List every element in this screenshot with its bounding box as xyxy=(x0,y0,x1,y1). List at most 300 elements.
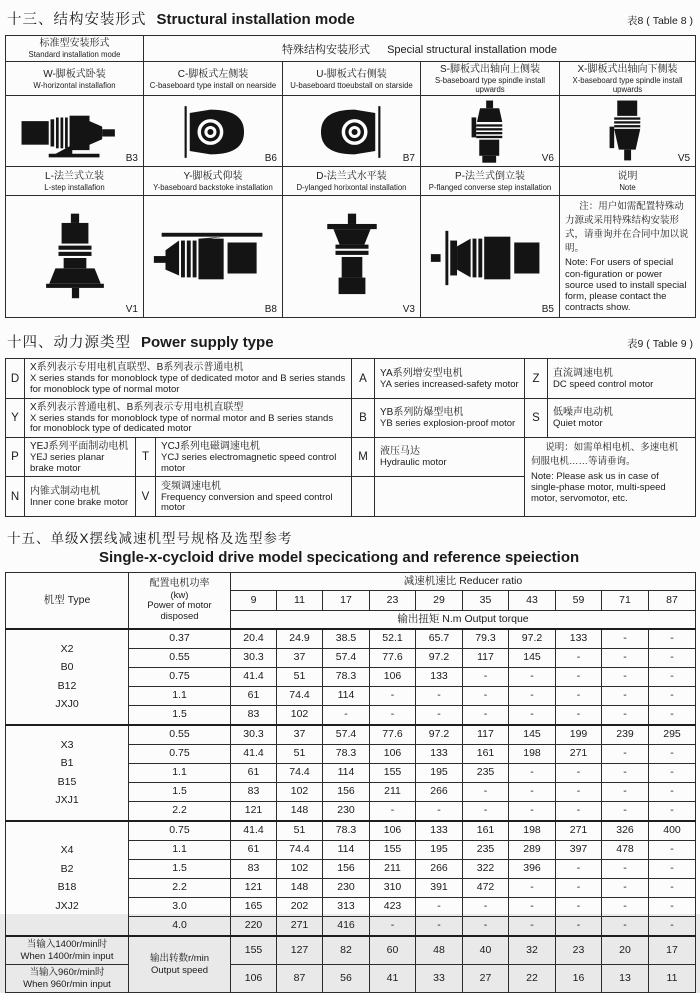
speed-cell: 106 xyxy=(231,965,277,993)
input-speed-label: 当输入960r/min时 When 960r/min input xyxy=(6,965,129,993)
reducer-ratio-header: 减速机速比 Reducer ratio xyxy=(231,573,696,591)
torque-cell: 97.2 xyxy=(509,629,556,649)
torque-cell: 161 xyxy=(463,821,509,841)
torque-cell: 83 xyxy=(231,783,277,802)
torque-cell: 57.4 xyxy=(323,725,370,745)
power-kw-cell: 1.5 xyxy=(129,706,231,726)
torque-cell: 266 xyxy=(416,860,463,879)
torque-cell: 156 xyxy=(323,860,370,879)
power-kw-cell: 0.75 xyxy=(129,668,231,687)
torque-cell: - xyxy=(556,764,602,783)
torque-cell: - xyxy=(463,898,509,917)
mode-c-header: C-脚板式左侧装 C-baseboard type install on nearside xyxy=(144,62,283,96)
torque-cell: 102 xyxy=(277,706,323,726)
diagram-cell-b6 xyxy=(144,96,283,167)
torque-cell: 106 xyxy=(370,745,416,764)
torque-cell: - xyxy=(649,917,696,937)
power-kw-cell: 2.2 xyxy=(129,879,231,898)
type-header: 机型 Type xyxy=(6,573,129,630)
install-diagram-v3-icon xyxy=(319,213,385,303)
mode-p-header: P-法兰式倒立装 P-flanged converse step installation xyxy=(421,167,560,196)
desc-v: 变频调速电机 Frequency conversion and speed control motor xyxy=(156,477,352,517)
torque-cell: - xyxy=(649,802,696,822)
torque-cell: 102 xyxy=(277,860,323,879)
table9-note xyxy=(525,437,696,516)
torque-cell: 156 xyxy=(323,783,370,802)
torque-cell: 41.4 xyxy=(231,668,277,687)
speed-cell: 56 xyxy=(323,965,370,993)
diagram-code: V6 xyxy=(541,153,554,165)
ratio-col: 11 xyxy=(277,591,323,611)
diagram-code: B8 xyxy=(264,304,277,316)
torque-cell: 121 xyxy=(231,879,277,898)
power-kw-cell: 2.2 xyxy=(129,802,231,822)
empty-cell xyxy=(352,477,375,517)
torque-cell: 41.4 xyxy=(231,745,277,764)
torque-cell: - xyxy=(463,802,509,822)
torque-cell: 396 xyxy=(509,860,556,879)
model-group-label: X2 B0 B12 JXJ0 xyxy=(6,629,129,725)
mode-x-header: X-脚板式出轴向下侧装 X-baseboard type spindle install upwards xyxy=(560,62,696,96)
torque-cell: - xyxy=(602,783,649,802)
torque-cell: 271 xyxy=(556,745,602,764)
torque-cell: 78.3 xyxy=(323,745,370,764)
diagram-cell-b3 xyxy=(6,96,144,167)
table9-note-zh: 说明：如需单相电机、多速电机 伺服电机……等请垂询。 xyxy=(531,441,679,468)
torque-cell: 57.4 xyxy=(323,649,370,668)
spec-row xyxy=(6,725,696,745)
torque-cell: - xyxy=(602,764,649,783)
section13-title-zh: 结构安装形式 xyxy=(53,12,147,28)
torque-cell: - xyxy=(370,706,416,726)
spec-table-body xyxy=(6,629,696,936)
output-speed-label: 输出转数r/min Output speed xyxy=(129,936,231,993)
desc-n: 内锥式制动电机 Inner cone brake motor xyxy=(25,477,136,517)
output-torque-header: 输出扭矩 N.m Output torque xyxy=(231,611,696,630)
code-b: B xyxy=(352,398,375,437)
desc-s: 低噪声电动机 Quiet motor xyxy=(548,398,696,437)
desc-b: YB系列防爆型电机 YB series explosion-proof motor xyxy=(375,398,525,437)
diagram-code: V1 xyxy=(125,304,138,316)
ratio-col: 9 xyxy=(231,591,277,611)
torque-cell: - xyxy=(556,860,602,879)
torque-cell: 211 xyxy=(370,783,416,802)
diagram-cell-v1 xyxy=(6,196,144,318)
torque-cell: - xyxy=(370,802,416,822)
torque-cell: - xyxy=(649,879,696,898)
torque-cell: 478 xyxy=(602,841,649,860)
code-t: T xyxy=(136,437,156,476)
torque-cell: - xyxy=(370,917,416,937)
power-kw-cell: 1.5 xyxy=(129,783,231,802)
torque-cell: - xyxy=(602,898,649,917)
speed-cell: 87 xyxy=(277,965,323,993)
speed-cell: 127 xyxy=(277,936,323,965)
torque-cell: - xyxy=(602,649,649,668)
torque-cell: 230 xyxy=(323,879,370,898)
table8-note xyxy=(560,196,696,318)
section14-title xyxy=(7,331,695,352)
torque-cell: - xyxy=(556,802,602,822)
torque-cell: 220 xyxy=(231,917,277,937)
section13-title-en: Structural installation mode xyxy=(156,11,355,28)
desc-p: YEJ系列平面制动电机 YEJ series planar brake motor xyxy=(25,437,136,476)
desc-z: 直流调速电机 DC speed control motor xyxy=(548,359,696,398)
torque-cell: 133 xyxy=(416,821,463,841)
install-diagram-b3-icon xyxy=(15,103,135,161)
torque-cell: 30.3 xyxy=(231,649,277,668)
torque-cell: - xyxy=(463,783,509,802)
mode-d-header: D-法兰式水平装 D-ylanged horixontal installation xyxy=(283,167,421,196)
speed-cell: 60 xyxy=(370,936,416,965)
section15-title xyxy=(7,527,695,566)
torque-cell: - xyxy=(463,917,509,937)
torque-cell: - xyxy=(649,649,696,668)
power-kw-cell: 1.1 xyxy=(129,687,231,706)
ratio-col: 23 xyxy=(370,591,416,611)
torque-cell: 230 xyxy=(323,802,370,822)
torque-cell: - xyxy=(649,687,696,706)
torque-cell: 79.3 xyxy=(463,629,509,649)
torque-cell: 77.6 xyxy=(370,649,416,668)
torque-cell: 20.4 xyxy=(231,629,277,649)
mode-u-header: U-脚板式右侧装 U-baseboard ttoeubstall on starside xyxy=(283,62,421,96)
torque-cell: - xyxy=(602,668,649,687)
torque-cell: 195 xyxy=(416,764,463,783)
diagram-cell-b5 xyxy=(421,196,560,318)
power-kw-cell: 0.55 xyxy=(129,725,231,745)
torque-cell: - xyxy=(416,917,463,937)
torque-cell: - xyxy=(509,706,556,726)
diagram-cell-v5 xyxy=(560,96,696,167)
torque-cell: 97.2 xyxy=(416,649,463,668)
torque-cell: 61 xyxy=(231,687,277,706)
code-v: V xyxy=(136,477,156,517)
torque-cell: - xyxy=(649,668,696,687)
table8-ref: 表8 ( Table 8 ) xyxy=(627,15,693,27)
torque-cell: - xyxy=(556,668,602,687)
torque-cell: 83 xyxy=(231,860,277,879)
standard-mode-zh: 标准型安装形式 xyxy=(39,38,110,50)
torque-cell: - xyxy=(649,745,696,764)
torque-cell: 145 xyxy=(509,725,556,745)
install-diagram-b8-icon xyxy=(150,219,276,297)
ratio-col: 71 xyxy=(602,591,649,611)
torque-cell: 114 xyxy=(323,841,370,860)
torque-cell: 310 xyxy=(370,879,416,898)
torque-cell: - xyxy=(649,783,696,802)
power-kw-cell: 4.0 xyxy=(129,917,231,937)
torque-cell: - xyxy=(602,629,649,649)
torque-cell: - xyxy=(649,841,696,860)
desc-y: X系列表示普通电机、B系列表示专用电机直联型 X series stands for monoblock type of normal motor and B series stands for monoblock type of dedicated motor xyxy=(25,398,352,437)
torque-cell: - xyxy=(416,706,463,726)
torque-cell: 37 xyxy=(277,725,323,745)
section14-title-en: Power supply type xyxy=(141,334,274,352)
install-diagram-v6-icon xyxy=(465,99,515,165)
code-a: A xyxy=(352,359,375,398)
input-speed-label: 当输入1400r/min时 When 1400r/min input xyxy=(6,936,129,965)
speed-cell: 155 xyxy=(231,936,277,965)
spec-row xyxy=(6,821,696,841)
installation-mode-table xyxy=(5,35,696,318)
table8-note-zh: 注：用户如需配置特殊动力源或采用特殊结构安装形式，请垂询并在合同中加以说明。 xyxy=(565,201,689,254)
note-header: 说明 Note xyxy=(560,167,696,196)
section15-title-zh: 单级X摆线减速机型号规格及选型参考 xyxy=(50,531,293,547)
install-diagram-b6-icon xyxy=(157,102,269,162)
torque-cell: 161 xyxy=(463,745,509,764)
power-kw-cell: 3.0 xyxy=(129,898,231,917)
speed-cell: 13 xyxy=(602,965,649,993)
desc-d: X系列表示专用电机直联型、B系列表示普通电机 X series stands for monoblock type of dedicated motor and B series stands for monoblock type of normal motor xyxy=(25,359,352,398)
code-m: M xyxy=(352,437,375,476)
torque-cell: 416 xyxy=(323,917,370,937)
torque-cell: - xyxy=(509,783,556,802)
torque-cell: 295 xyxy=(649,725,696,745)
diagram-code: V5 xyxy=(677,153,691,165)
torque-cell: - xyxy=(602,802,649,822)
torque-cell: - xyxy=(602,917,649,937)
torque-cell: 202 xyxy=(277,898,323,917)
torque-cell: 271 xyxy=(277,917,323,937)
torque-cell: - xyxy=(556,649,602,668)
torque-cell: - xyxy=(416,898,463,917)
ratio-col: 59 xyxy=(556,591,602,611)
power-kw-cell: 0.37 xyxy=(129,629,231,649)
torque-cell: 423 xyxy=(370,898,416,917)
special-mode-header xyxy=(144,36,696,62)
diagram-cell-v6 xyxy=(421,96,560,167)
ratio-col: 87 xyxy=(649,591,696,611)
torque-cell: - xyxy=(323,706,370,726)
mode-s-header: S-脚板式出轴向上侧装 S-baseboard type spindle install upwards xyxy=(421,62,560,96)
diagram-code: B3 xyxy=(125,153,138,165)
torque-cell: 148 xyxy=(277,802,323,822)
torque-cell: - xyxy=(602,687,649,706)
power-kw-cell: 0.75 xyxy=(129,821,231,841)
torque-cell: 326 xyxy=(602,821,649,841)
speed-cell: 82 xyxy=(323,936,370,965)
torque-cell: - xyxy=(556,898,602,917)
diagram-cell-v3 xyxy=(283,196,421,318)
torque-cell: 38.5 xyxy=(323,629,370,649)
torque-cell: - xyxy=(556,879,602,898)
section15-number: 十五、 xyxy=(7,531,51,547)
torque-cell: 155 xyxy=(370,764,416,783)
mode-l-header: L-法兰式立装 L-step installafion xyxy=(6,167,144,196)
desc-m: 液压马达 Hydraulic motor xyxy=(375,437,525,476)
table8-note-en: Note: For users of special con-figuration or power source used to install special form, please contact the contracts show. xyxy=(565,257,687,314)
torque-cell: 121 xyxy=(231,802,277,822)
install-diagram-v1-icon xyxy=(42,213,108,303)
standard-mode-en: Standard installation mode xyxy=(28,50,121,60)
speed-cell: 40 xyxy=(463,936,509,965)
power-kw-cell: 1.5 xyxy=(129,860,231,879)
desc-a: YA系列增安型电机 YA series increased-safety motor xyxy=(375,359,525,398)
torque-cell: 397 xyxy=(556,841,602,860)
power-kw-cell: 1.1 xyxy=(129,841,231,860)
diagram-cell-b8 xyxy=(144,196,283,318)
speed-cell: 17 xyxy=(649,936,696,965)
power-kw-cell: 0.75 xyxy=(129,745,231,764)
section13-number: 十三、 xyxy=(7,12,54,28)
torque-cell: 51 xyxy=(277,668,323,687)
install-diagram-v5-icon xyxy=(603,99,653,165)
torque-cell: 195 xyxy=(416,841,463,860)
code-n: N xyxy=(6,477,25,517)
torque-cell: 322 xyxy=(463,860,509,879)
diagram-code: B5 xyxy=(541,304,554,316)
torque-cell: 102 xyxy=(277,783,323,802)
torque-cell: 78.3 xyxy=(323,821,370,841)
torque-cell: 148 xyxy=(277,879,323,898)
torque-cell: 199 xyxy=(556,725,602,745)
torque-cell: 77.6 xyxy=(370,725,416,745)
torque-cell: 74.4 xyxy=(277,764,323,783)
torque-cell: - xyxy=(602,745,649,764)
torque-cell: - xyxy=(509,879,556,898)
torque-cell: 133 xyxy=(416,745,463,764)
section14-number: 十四、 xyxy=(7,335,54,352)
torque-cell: 155 xyxy=(370,841,416,860)
torque-cell: 289 xyxy=(509,841,556,860)
ratio-col: 43 xyxy=(509,591,556,611)
torque-cell: - xyxy=(602,879,649,898)
torque-cell: 74.4 xyxy=(277,841,323,860)
torque-cell: 117 xyxy=(463,725,509,745)
torque-cell: - xyxy=(509,898,556,917)
section15-title-en: Single-x-cycloid drive model specicationg and reference speiection xyxy=(99,549,580,567)
ratio-col: 17 xyxy=(323,591,370,611)
torque-cell: 106 xyxy=(370,668,416,687)
speed-cell: 16 xyxy=(556,965,602,993)
diagram-code: B6 xyxy=(264,153,277,165)
speed-row xyxy=(6,965,696,993)
torque-cell: - xyxy=(649,898,696,917)
torque-cell: 145 xyxy=(509,649,556,668)
torque-cell: 117 xyxy=(463,649,509,668)
torque-cell: 198 xyxy=(509,745,556,764)
speed-cell: 23 xyxy=(556,936,602,965)
torque-cell: - xyxy=(556,917,602,937)
torque-cell: 235 xyxy=(463,841,509,860)
torque-cell: - xyxy=(416,687,463,706)
torque-cell: 211 xyxy=(370,860,416,879)
torque-cell: 97.2 xyxy=(416,725,463,745)
torque-cell: 65.7 xyxy=(416,629,463,649)
ratio-col: 29 xyxy=(416,591,463,611)
torque-cell: 133 xyxy=(556,629,602,649)
power-kw-cell: 1.1 xyxy=(129,764,231,783)
diagram-code: V3 xyxy=(402,304,415,316)
section14-title-zh: 动力源类型 xyxy=(53,335,131,352)
torque-cell: - xyxy=(416,802,463,822)
code-d: D xyxy=(6,359,25,398)
table9-ref: 表9 ( Table 9 ) xyxy=(627,338,693,351)
code-p: P xyxy=(6,437,25,476)
torque-cell: 313 xyxy=(323,898,370,917)
torque-cell: 37 xyxy=(277,649,323,668)
torque-cell: 41.4 xyxy=(231,821,277,841)
torque-cell: 472 xyxy=(463,879,509,898)
torque-cell: 239 xyxy=(602,725,649,745)
torque-cell: 30.3 xyxy=(231,725,277,745)
torque-cell: - xyxy=(509,687,556,706)
torque-cell: 61 xyxy=(231,764,277,783)
torque-cell: 106 xyxy=(370,821,416,841)
speed-cell: 27 xyxy=(463,965,509,993)
torque-cell: - xyxy=(463,706,509,726)
standard-mode-header xyxy=(6,36,144,62)
code-s: S xyxy=(525,398,548,437)
torque-cell: 235 xyxy=(463,764,509,783)
torque-cell: - xyxy=(556,783,602,802)
speed-cell: 22 xyxy=(509,965,556,993)
ratio-col: 35 xyxy=(463,591,509,611)
desc-t: YCJ系列电磁调速电机 YCJ series electromagnetic speed control motor xyxy=(156,437,352,476)
torque-cell: - xyxy=(463,687,509,706)
speed-cell: 11 xyxy=(649,965,696,993)
torque-cell: 114 xyxy=(323,687,370,706)
special-mode-zh: 特殊结构安装形式 xyxy=(282,43,370,56)
code-y: Y xyxy=(6,398,25,437)
torque-cell: - xyxy=(649,764,696,783)
empty-cell xyxy=(375,477,525,517)
torque-cell: - xyxy=(649,629,696,649)
torque-cell: 266 xyxy=(416,783,463,802)
code-z: Z xyxy=(525,359,548,398)
torque-cell: 133 xyxy=(416,668,463,687)
diagram-cell-b7 xyxy=(283,96,421,167)
torque-cell: 74.4 xyxy=(277,687,323,706)
torque-cell: - xyxy=(509,917,556,937)
spec-row xyxy=(6,629,696,649)
install-diagram-b7-icon xyxy=(296,102,408,162)
section13-title xyxy=(7,8,695,29)
spec-selection-table xyxy=(5,572,696,993)
table9-note-en: Note: Please ask us in case of single-phase motor, multi-speed motor, servomotor, etc. xyxy=(531,471,666,505)
torque-cell: - xyxy=(509,802,556,822)
torque-cell: 400 xyxy=(649,821,696,841)
torque-cell: 83 xyxy=(231,706,277,726)
torque-cell: - xyxy=(509,668,556,687)
torque-cell: - xyxy=(602,706,649,726)
torque-cell: - xyxy=(649,706,696,726)
speed-cell: 32 xyxy=(509,936,556,965)
speed-cell: 33 xyxy=(416,965,463,993)
special-mode-en: Special structural installation mode xyxy=(387,43,558,56)
spec-table-foot xyxy=(6,936,696,993)
torque-cell: - xyxy=(602,860,649,879)
torque-cell: - xyxy=(370,687,416,706)
model-group-label: X4 B2 B18 JXJ2 xyxy=(6,821,129,936)
torque-cell: 271 xyxy=(556,821,602,841)
speed-cell: 20 xyxy=(602,936,649,965)
mode-w-header: W-脚板式卧装 W-horizontal installafion xyxy=(6,62,144,96)
install-diagram-b5-icon xyxy=(427,219,553,297)
torque-cell: 24.9 xyxy=(277,629,323,649)
torque-cell: 51 xyxy=(277,745,323,764)
torque-cell: 78.3 xyxy=(323,668,370,687)
mode-y-header: Y-脚板式仰装 Y-baseboard backstoke installation xyxy=(144,167,283,196)
diagram-code: B7 xyxy=(402,153,415,165)
model-group-label: X3 B1 B15 JXJ1 xyxy=(6,725,129,821)
torque-cell: - xyxy=(556,706,602,726)
torque-cell: 391 xyxy=(416,879,463,898)
torque-cell: - xyxy=(649,860,696,879)
torque-cell: - xyxy=(509,764,556,783)
torque-cell: 114 xyxy=(323,764,370,783)
